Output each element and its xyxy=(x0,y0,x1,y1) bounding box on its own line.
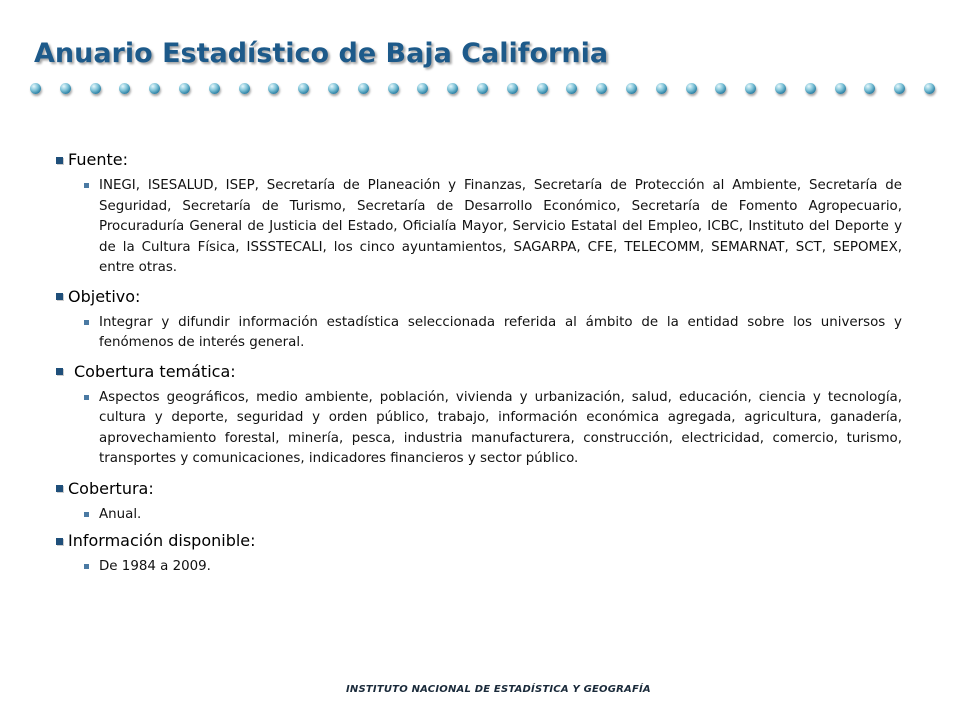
decorative-dot-icon xyxy=(477,83,488,94)
decorative-dot-icon xyxy=(775,83,786,94)
section-fuente xyxy=(56,150,902,279)
decorative-dot-icon xyxy=(894,83,905,94)
section-heading xyxy=(56,287,902,307)
square-bullet-icon xyxy=(84,320,89,325)
heading-objetivo: Objetivo: xyxy=(68,286,141,306)
section-item xyxy=(84,505,902,526)
content-body xyxy=(56,150,902,578)
square-bullet-icon xyxy=(56,157,63,164)
decorative-dot-icon xyxy=(209,83,220,94)
decorative-dot-icon xyxy=(417,83,428,94)
decorative-dot-icon xyxy=(239,83,250,94)
text-informacion-disponible: De 1984 a 2009. xyxy=(99,559,211,574)
decorative-dot-icon xyxy=(60,83,71,94)
decorative-dot-row xyxy=(30,80,935,96)
decorative-dot-icon xyxy=(149,83,160,94)
section-item xyxy=(84,313,902,354)
square-bullet-icon xyxy=(84,564,89,569)
decorative-dot-icon xyxy=(388,83,399,94)
section-heading xyxy=(56,531,902,551)
decorative-dot-icon xyxy=(596,83,607,94)
section-heading xyxy=(56,150,902,170)
square-bullet-icon xyxy=(56,293,63,300)
decorative-dot-icon xyxy=(268,83,279,94)
square-bullet-icon xyxy=(84,512,89,517)
decorative-dot-icon xyxy=(30,83,41,94)
section-heading xyxy=(56,479,902,499)
section-informacion-disponible xyxy=(56,531,902,578)
square-bullet-icon xyxy=(56,485,63,492)
decorative-dot-icon xyxy=(626,83,637,94)
page-title: Anuario Estadístico de Baja California xyxy=(34,38,609,69)
footer-institution-name: INSTITUTO NACIONAL DE ESTADÍSTICA Y GEOGRAFÍA xyxy=(346,684,651,695)
decorative-dot-icon xyxy=(864,83,875,94)
decorative-dot-icon xyxy=(686,83,697,94)
section-heading xyxy=(56,362,902,382)
square-bullet-icon xyxy=(84,395,89,400)
decorative-dot-icon xyxy=(298,83,309,94)
decorative-dot-icon xyxy=(90,83,101,94)
decorative-dot-icon xyxy=(805,83,816,94)
section-cobertura-tematica xyxy=(56,362,902,470)
square-bullet-icon xyxy=(56,368,63,375)
section-item xyxy=(84,176,902,279)
text-objetivo: Integrar y difundir información estadística seleccionada referida al ámbito de la entidad sobre los universos y fenómenos de interés general. xyxy=(99,314,902,350)
decorative-dot-icon xyxy=(537,83,548,94)
decorative-dot-icon xyxy=(656,83,667,94)
heading-informacion-disponible: Información disponible: xyxy=(68,531,256,550)
section-cobertura xyxy=(56,479,902,526)
heading-cobertura: Cobertura: xyxy=(68,478,154,498)
text-cobertura-tematica: Aspectos geográficos, medio ambiente, población, vivienda y urbanización, salud, educación, ciencia y tecnología, cultura y deporte, seguridad y orden público, trabajo, información económica agregada, agricultura, ganadería, aprovechamiento forestal, minería, pesca, industria manufacturera, construcción, electricidad, comercio, turismo, transportes y comunicaciones, indicadores financieros y sector público. xyxy=(99,389,902,466)
heading-cobertura-tematica: Cobertura temática: xyxy=(74,361,236,381)
decorative-dot-icon xyxy=(358,83,369,94)
decorative-dot-icon xyxy=(119,83,130,94)
decorative-dot-icon xyxy=(447,83,458,94)
decorative-dot-icon xyxy=(835,83,846,94)
section-item xyxy=(84,388,902,470)
section-objetivo xyxy=(56,287,902,354)
square-bullet-icon xyxy=(56,538,63,545)
text-fuente: INEGI, ISESALUD, ISEP, Secretaría de Planeación y Finanzas, Secretaría de Protección al Ambiente, Secretaría de Seguridad, Secretaría de Turismo, Secretaría de Desarrollo Económico, Secretaría de Fomento Agropecuario, Procuraduría General de Justicia del Estado, Oficialía Mayor, Servicio Estatal del Empleo, ICBC, Instituto del Deporte y de la Cultura Física, ISSSTECALI, los cinco ayuntamientos, SAGARPA, CFE, TELECOMM, SEMARNAT, SCT, SEPOMEX, entre otras. xyxy=(99,178,902,275)
decorative-dot-icon xyxy=(507,83,518,94)
decorative-dot-icon xyxy=(328,83,339,94)
heading-fuente: Fuente: xyxy=(68,150,128,169)
decorative-dot-icon xyxy=(179,83,190,94)
section-item xyxy=(84,557,902,578)
decorative-dot-icon xyxy=(715,83,726,94)
square-bullet-icon xyxy=(84,183,89,188)
decorative-dot-icon xyxy=(924,83,935,94)
decorative-dot-icon xyxy=(566,83,577,94)
decorative-dot-icon xyxy=(745,83,756,94)
text-cobertura: Anual. xyxy=(99,506,142,522)
